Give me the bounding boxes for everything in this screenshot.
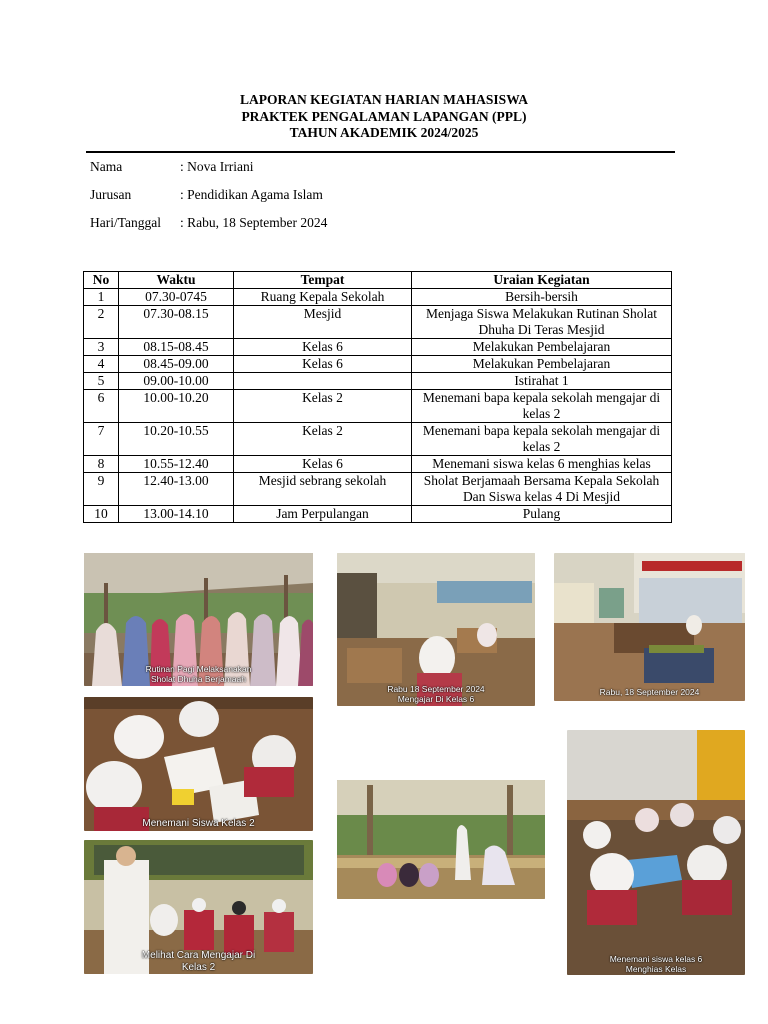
cell-tempat: Kelas 2 [234,390,412,423]
cell-uraian: Menemani bapa kepala sekolah mengajar di kelas 2 [412,423,672,456]
cell-waktu: 10.55-12.40 [119,456,234,473]
cell-tempat: Kelas 6 [234,339,412,356]
cell-waktu: 13.00-14.10 [119,506,234,523]
cell-tempat: Ruang Kepala Sekolah [234,289,412,306]
cell-no: 6 [84,390,119,423]
cell-waktu: 09.00-10.00 [119,373,234,390]
table-row [84,456,672,473]
cell-no: 10 [84,506,119,523]
caption-line: Rutinan Pagi Melaksanakan [145,664,252,674]
caption-line: Menghias Kelas [625,964,687,974]
cell-tempat: Kelas 6 [234,456,412,473]
photo-sholat-dhuha [84,553,313,686]
photo-mengajar-kelas-6 [337,553,535,706]
cell-tempat [234,373,412,390]
photo-menemani-kelas-2 [84,697,313,831]
cell-uraian: Melakukan Pembelajaran [412,339,672,356]
caption-line: Melihat Cara Mengajar Di [141,950,256,961]
cell-waktu: 10.00-10.20 [119,390,234,423]
table-row [84,423,672,456]
cell-no: 7 [84,423,119,456]
cell-uraian: Pulang [412,506,672,523]
caption-line: Menemani siswa kelas 6 [609,954,703,964]
photo-melihat-cara-mengajar [84,840,313,974]
caption-line: Rabu, 18 September 2024 [599,687,700,697]
cell-uraian: Melakukan Pembelajaran [412,356,672,373]
cell-no: 5 [84,373,119,390]
cell-uraian: Bersih-bersih [412,289,672,306]
info-value: : Pendidikan Agama Islam [180,187,323,202]
info-value: : Rabu, 18 September 2024 [180,215,328,230]
caption-line: Menemani Siswa Kelas 2 [142,818,255,829]
cell-uraian: Menjaga Siswa Melakukan Rutinan Sholat Dhuha Di Teras Mesjid [412,306,672,339]
info-value: : Nova Irriani [180,159,254,174]
title-line-1: LAPORAN KEGIATAN HARIAN MAHASISWA [240,92,528,107]
header-tempat: Tempat [234,272,412,289]
table-row [84,289,672,306]
cell-no: 2 [84,306,119,339]
photo-caption [84,950,313,974]
cell-no: 8 [84,456,119,473]
cell-tempat: Mesjid sebrang sekolah [234,473,412,506]
cell-uraian: Menemani siswa kelas 6 menghias kelas [412,456,672,473]
cell-no: 9 [84,473,119,506]
photo-caption [84,664,313,684]
cell-tempat: Kelas 2 [234,423,412,456]
cell-waktu: 08.15-08.45 [119,339,234,356]
photo-ruang-kepala-sekolah [554,553,745,701]
header-no: No [84,272,119,289]
photo-caption [337,684,535,704]
cell-no: 4 [84,356,119,373]
header-waktu: Waktu [119,272,234,289]
cell-no: 1 [84,289,119,306]
title-line-3: TAHUN AKADEMIK 2024/2025 [289,125,479,140]
table-row [84,506,672,523]
table-row [84,473,672,506]
table-row [84,306,672,339]
cell-waktu: 07.30-08.15 [119,306,234,339]
activity-table [83,271,672,523]
cell-tempat: Mesjid [234,306,412,339]
cell-uraian: Istirahat 1 [412,373,672,390]
header-uraian: Uraian Kegiatan [412,272,672,289]
photo-caption [554,687,745,697]
info-label: Jurusan [90,187,132,202]
info-label: Hari/Tanggal [90,215,162,230]
cell-waktu: 12.40-13.00 [119,473,234,506]
cell-uraian: Sholat Berjamaah Bersama Kepala Sekolah Dan Siswa kelas 4 Di Mesjid [412,473,672,506]
title-divider [86,151,675,153]
table-row [84,373,672,390]
photo-caption [84,818,313,830]
info-label: Nama [90,159,123,174]
photo-menghias-kelas [567,730,745,975]
table-row [84,339,672,356]
cell-no: 3 [84,339,119,356]
table-row [84,356,672,373]
caption-line: Kelas 2 [181,962,216,973]
title-line-2: PRAKTEK PENGALAMAN LAPANGAN (PPL) [241,108,527,124]
cell-waktu: 08.45-09.00 [119,356,234,373]
cell-waktu: 10.20-10.55 [119,423,234,456]
cell-tempat: Jam Perpulangan [234,506,412,523]
table-row [84,390,672,423]
cell-uraian: Menemani bapa kepala sekolah mengajar di kelas 2 [412,390,672,423]
cell-waktu: 07.30-0745 [119,289,234,306]
caption-line: Sholat Dhuha Berjamaah [151,674,246,684]
caption-line: Rabu 18 September 2024 [387,684,485,694]
cell-tempat: Kelas 6 [234,356,412,373]
report-title [0,92,768,142]
table-header-row [84,272,672,289]
photo-caption [567,954,745,974]
photo-sholat-berjamaah [337,780,545,899]
caption-line: Mengajar Di Kelas 6 [397,694,475,704]
